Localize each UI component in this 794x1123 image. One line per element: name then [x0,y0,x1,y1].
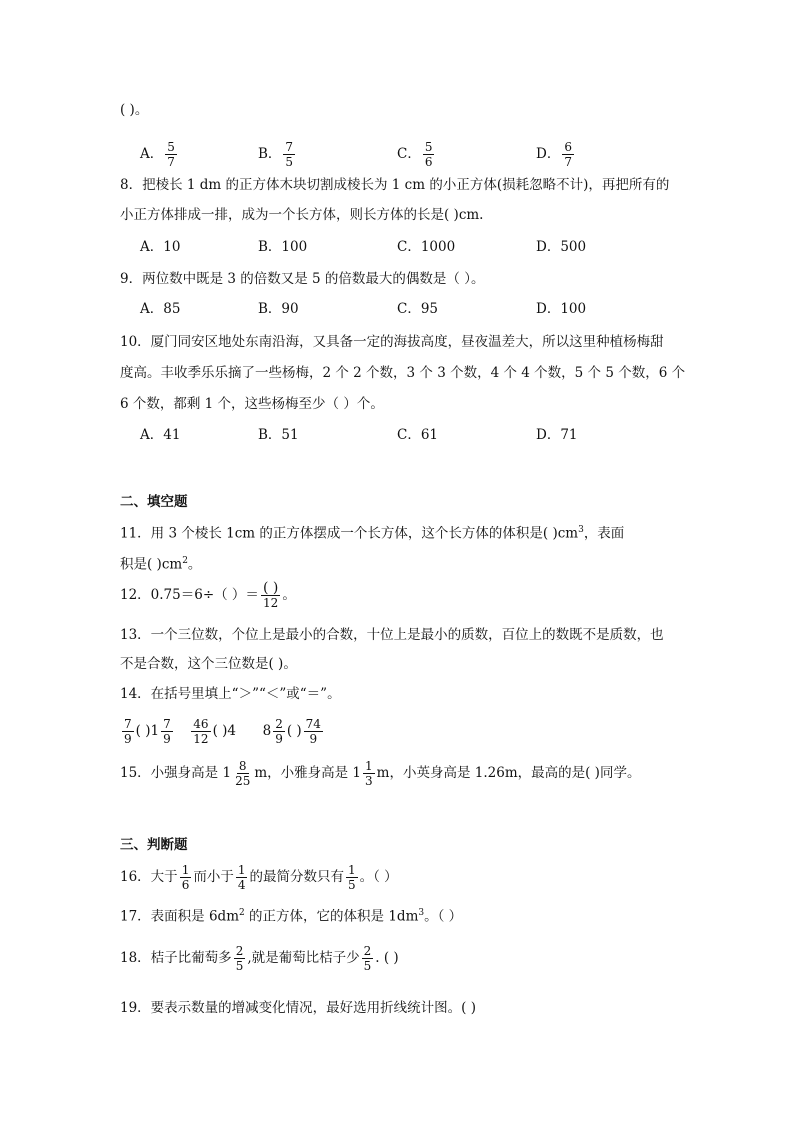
q9-option-c[interactable]: C．95 [397,301,439,317]
q17-text: 的正方体，它的体积是 1dm [244,908,419,925]
numerator: 1 [347,863,356,877]
numerator-blank[interactable]: ( ) [262,580,279,596]
numerator: 2 [363,944,372,958]
numerator: 5 [167,140,175,154]
denominator: 9 [124,732,132,746]
fraction [161,717,173,746]
q11-line-1 [120,521,624,543]
q10-option-b[interactable]: B．51 [258,427,299,443]
fraction [363,759,375,788]
q18-text: 18．桔子比葡萄多 [120,950,232,966]
q7-option-d[interactable] [536,140,576,169]
q13-line-2: 不是合数，这个三位数是( )。 [120,656,297,672]
q14-expressions [120,714,325,748]
q15-text: m，小英身高是 1.26m，最高的是( )同学。 [376,765,641,781]
numerator: 5 [424,140,433,154]
q11-text-end: 。 [187,556,202,573]
fraction [234,944,246,973]
fraction [165,140,177,169]
q15-line [120,756,640,790]
q13-line-1: 13．一个三位数，个位上是最小的合数，十位上是最小的质数，百位上的数既不是质数，也 [120,627,664,643]
fraction [122,717,134,746]
whole-number: 1 [150,723,160,739]
section-heading-true-false: 三、判断题 [120,837,188,853]
numerator: 1 [237,863,246,877]
q18-text: ,就是葡萄比桔子少 [247,950,360,966]
option-label: B． [258,146,282,162]
q10-line-2: 度高。丰收季乐乐摘了一些杨梅，2 个 2 个数，3 个 3 个数，4 个 4 个数，5 个 5 个数，6 个 [120,365,686,381]
q11-line-2 [120,552,201,574]
denominator: 7 [167,155,175,169]
denominator: 5 [285,155,294,169]
q8-option-d[interactable]: D．500 [536,239,587,255]
denominator: 9 [275,732,283,746]
superscript: 2 [182,556,188,566]
fraction [423,140,435,169]
superscript: 3 [418,908,425,918]
q15-text: 15．小强身高是 1 [120,765,232,781]
fraction [304,717,323,746]
fraction [362,944,374,973]
q15-text: m，小雅身高是 1 [254,765,362,781]
denominator: 5 [235,959,244,973]
q14-text: 14．在括号里填上“＞”“＜”或“＝”。 [120,686,341,702]
fraction [180,863,192,892]
fraction [562,140,574,169]
denominator: 5 [363,959,372,973]
compare-blank-2[interactable]: ( ) [212,723,228,739]
superscript: 2 [239,908,245,918]
whole-number: 4 [227,723,236,739]
q9-option-a[interactable]: A．85 [140,301,181,317]
compare-blank-3[interactable]: ( ) [286,723,302,739]
denominator: 9 [309,732,318,746]
q12-text-end: 。 [282,587,296,603]
q10-line-1: 10．厦门同安区地处东南沿海，又具备一定的海拔高度，昼夜温差大，所以这里种植杨梅甜 [120,334,664,350]
numerator: 7 [285,140,294,154]
q16-text: 的最简分数只有 [249,869,344,885]
q7-option-a[interactable] [140,140,179,169]
fraction [191,717,210,746]
option-label: D． [536,146,561,162]
q17-text: 17．表面积是 6dm [120,908,240,925]
numerator: 1 [181,863,190,877]
q7-tail: ( )。 [120,102,149,118]
q12-text: 12．0.75＝6÷（ ）＝ [120,587,259,603]
fraction [236,863,248,892]
option-label: C． [397,146,421,162]
q10-option-c[interactable]: C．61 [397,427,439,443]
section-heading-fill-blank: 二、填空题 [120,494,188,510]
q12-line [120,578,296,612]
compare-blank-1[interactable]: ( ) [135,723,151,739]
fraction [346,863,358,892]
q7-option-b[interactable] [258,140,297,169]
q8-option-b[interactable]: B．100 [258,239,308,255]
denominator: 5 [347,878,356,892]
numerator: 1 [365,759,373,773]
q10-option-a[interactable]: A．41 [140,427,181,443]
q17-answer-blank[interactable]: 。（ ） [424,908,463,925]
numerator: 2 [275,717,283,731]
q9-text: 9．两位数中既是 3 的倍数又是 5 的倍数最大的偶数是（ ）。 [120,271,485,287]
q8-line-1: 8．把棱长 1 dm 的正方体木块切割成棱长为 1 cm 的小正方体(损耗忽略不计)，再把所有的 [120,177,670,193]
q7-option-c[interactable] [397,140,436,169]
numerator: 2 [235,944,244,958]
q8-option-a[interactable]: A．10 [140,239,181,255]
numerator: 46 [193,717,209,731]
q16-answer-blank[interactable]: 。（ ） [359,869,398,885]
denominator: 6 [424,155,433,169]
q17-line [120,904,462,926]
option-label: A． [140,146,164,162]
q16-text: 而小于 [193,869,234,885]
numerator: 6 [564,140,572,154]
fraction [233,759,252,788]
denominator: 6 [181,878,190,892]
q19-line: 19．要表示数量的增减变化情况，最好选用折线统计图。( ) [120,1000,477,1016]
denominator: 9 [163,732,171,746]
q9-option-d[interactable]: D．100 [536,301,587,317]
q16-line [120,860,398,894]
numerator: 74 [305,717,321,731]
q16-text: 16．大于 [120,869,178,885]
fraction [273,717,285,746]
fraction [283,140,295,169]
q11-text: 积是( )cm [120,556,183,573]
denominator: 12 [262,596,279,610]
q10-option-d[interactable]: D．71 [536,427,578,443]
superscript: 3 [578,525,584,535]
denominator: 25 [235,774,251,788]
q11-text-end: ，表面 [583,525,625,542]
denominator: 12 [193,732,209,746]
q18-answer-blank[interactable]: . ( ) [375,950,399,966]
numerator: 7 [124,717,132,731]
q18-line [120,941,399,975]
denominator: 7 [564,155,572,169]
denominator: 4 [237,878,246,892]
q9-option-b[interactable]: B．90 [258,301,299,317]
whole-number: 8 [262,723,272,739]
q8-line-2: 小正方体排成一排，成为一个长方体，则长方体的长是( )cm. [120,207,484,223]
numerator: 7 [163,717,171,731]
denominator: 3 [365,774,373,788]
q11-text: 11．用 3 个棱长 1cm 的正方体摆成一个长方体，这个长方体的体积是( )cm [120,525,579,542]
q8-option-c[interactable]: C．1000 [397,239,456,255]
q10-line-3: 6 个数，都剩 1 个，这些杨梅至少（ ）个。 [120,396,384,412]
fraction [261,581,280,610]
numerator: 8 [238,759,247,773]
